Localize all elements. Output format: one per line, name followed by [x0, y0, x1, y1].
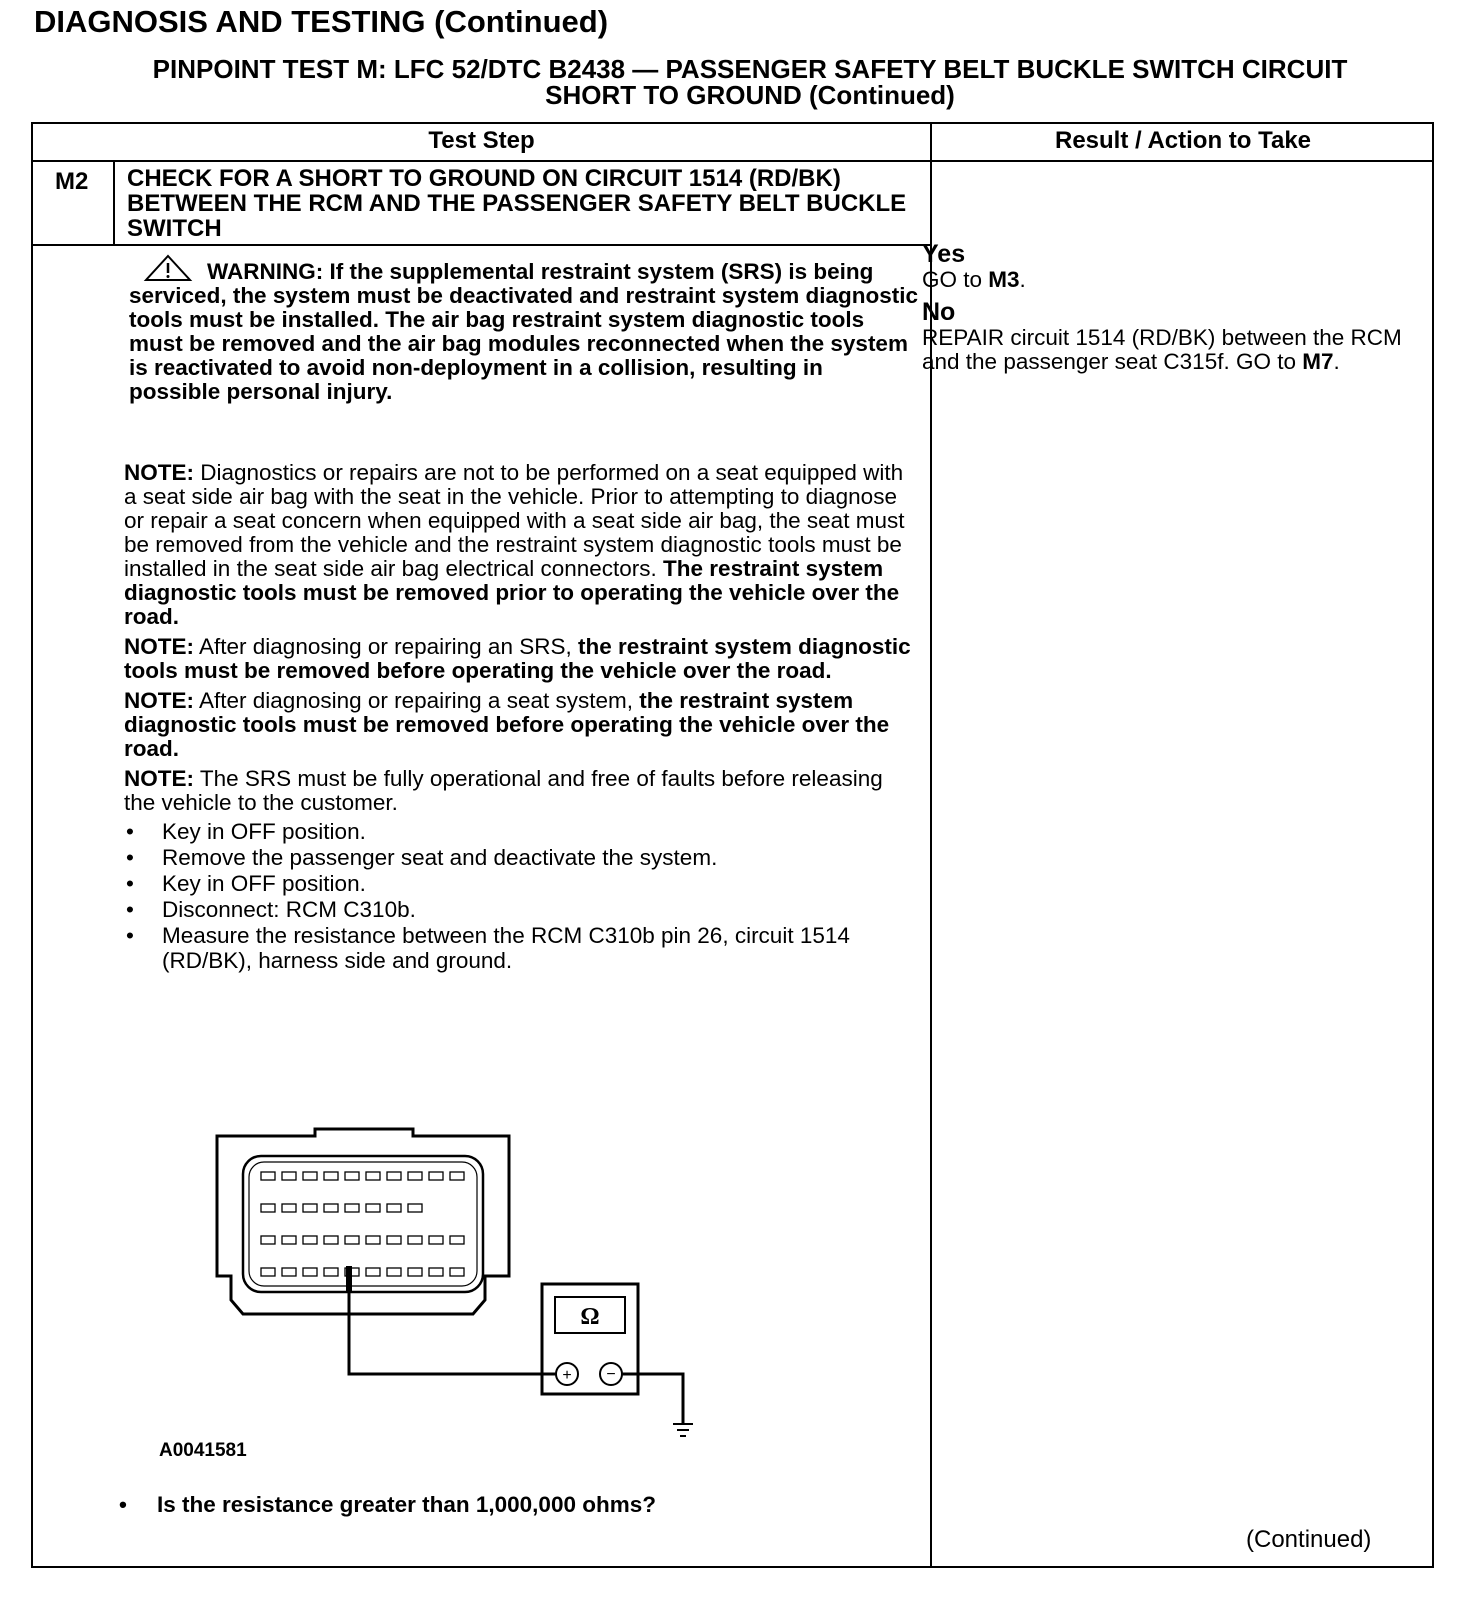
probe-wire-positive — [349, 1266, 567, 1374]
connector-pin — [408, 1236, 422, 1244]
connector-pin — [387, 1172, 401, 1180]
connector-pin — [282, 1204, 296, 1212]
connector-pin — [282, 1172, 296, 1180]
note-label: NOTE: — [124, 766, 194, 791]
note-emphasis: The restraint system diagnostic tools must be removed prior to operating the vehicle over the road. — [124, 556, 900, 629]
procedure-steps — [124, 819, 914, 973]
procedure-step: • Measure the resistance between the RCM C310b pin 26, circuit 1514 (RD/BK), harness side and ground. — [124, 923, 914, 973]
procedure-step: • Key in OFF position. — [124, 871, 914, 896]
connector-pin — [261, 1268, 275, 1276]
connector-pin — [324, 1236, 338, 1244]
connector-pin — [366, 1204, 380, 1212]
connector-pin — [408, 1204, 422, 1212]
pin-rows — [261, 1172, 464, 1276]
connector-pin — [282, 1236, 296, 1244]
result-actions — [922, 240, 1402, 380]
warning-text: WARNING: If the supplemental restraint system (SRS) is being serviced, the system must be deactivated and restraint system diagnostic tools must be installed. The air bag restraint system diagnostic tools must be removed and the air bag modules reconnected when the system is reactivated to avoid non-deployment in a collision, resulting in possible personal injury. — [129, 259, 919, 404]
connector-pin — [261, 1204, 275, 1212]
pinpoint-test-title — [60, 56, 1440, 108]
connector-pin — [303, 1172, 317, 1180]
note-emphasis: the restraint system diagnostic tools must be removed before operating the vehicle over the road. — [124, 634, 911, 683]
connector-face — [243, 1156, 483, 1292]
connector-pin — [261, 1172, 275, 1180]
connector-pin — [366, 1172, 380, 1180]
note-label: NOTE: — [124, 460, 194, 485]
connector-pin — [387, 1236, 401, 1244]
note-label: NOTE: — [124, 634, 194, 659]
connector-pin — [429, 1236, 443, 1244]
procedure-step: • Remove the passenger seat and deactivate the system. — [124, 845, 914, 870]
goto-m3-link: M3 — [988, 267, 1020, 292]
note-4 — [124, 767, 914, 815]
probe-wire-negative — [622, 1374, 683, 1424]
result-no-label: No — [922, 298, 956, 326]
connector-pin — [429, 1172, 443, 1180]
connector-pin — [324, 1172, 338, 1180]
connector-pin — [303, 1236, 317, 1244]
note-text: The SRS must be fully operational and free of faults before releasing the vehicle to the customer. — [124, 766, 883, 815]
svg-text:+: + — [562, 1367, 572, 1384]
header-result-action: Result / Action to Take — [1054, 127, 1312, 154]
connector-pin — [345, 1172, 359, 1180]
step-title-cell — [33, 162, 930, 244]
result-yes-action: GO to M3. — [922, 267, 1026, 292]
connector-pin — [387, 1204, 401, 1212]
note-text: Diagnostics or repairs are not to be performed on a seat equipped with a seat side air bag with the seat in the vehicle. Prior to attempting to diagnose or repair a seat concern when equipped with a seat side air bag, the seat must be removed from the vehicle and the restraint system diagnostic tools must be installed in the seat side air bag electrical connectors. — [124, 460, 905, 581]
page-title: DIAGNOSIS AND TESTING (Continued) — [34, 4, 609, 39]
connector-pin — [387, 1268, 401, 1276]
note-3 — [124, 689, 914, 761]
connector-pin — [429, 1268, 443, 1276]
ohm-symbol: Ω — [580, 1304, 600, 1330]
connector-pin — [303, 1204, 317, 1212]
step-title-divider — [33, 244, 930, 246]
result-no-action: REPAIR circuit 1514 (RD/BK) between the RCM and the passenger seat C315f. GO to M7. — [922, 325, 1402, 374]
connector-pin — [324, 1268, 338, 1276]
connector-pin — [408, 1172, 422, 1180]
note-text: After diagnosing or repairing an SRS, — [194, 634, 578, 659]
connector-pin — [303, 1268, 317, 1276]
procedure-step: • Disconnect: RCM C310b. — [124, 897, 914, 922]
header-test-step: Test Step — [428, 127, 535, 154]
connector-pin — [324, 1204, 338, 1212]
connector-pin — [408, 1268, 422, 1276]
test-title-line-1: PINPOINT TEST M: LFC 52/DTC B2438 — PASSENGER SAFETY BELT BUCKLE SWITCH CIRCUIT — [152, 54, 1348, 84]
step-title: CHECK FOR A SHORT TO GROUND ON CIRCUIT 1514 (RD/BK) BETWEEN THE RCM AND THE PASSENGER SAFETY BELT BUCKLE SWITCH — [127, 165, 907, 242]
connector-pin — [450, 1268, 464, 1276]
connector-pin — [261, 1236, 275, 1244]
connector-pin — [345, 1236, 359, 1244]
connector-meter-diagram — [183, 1094, 743, 1494]
result-yes-label: Yes — [922, 240, 966, 268]
step-id: M2 — [55, 168, 89, 195]
connector-pin — [345, 1204, 359, 1212]
goto-m7-link: M7 — [1302, 349, 1334, 374]
note-emphasis: the restraint system diagnostic tools must be removed before operating the vehicle over the road. — [124, 688, 890, 761]
ground-icon — [673, 1424, 693, 1436]
connector-pin — [450, 1236, 464, 1244]
connector-pin — [450, 1172, 464, 1180]
test-title-line-2: SHORT TO GROUND (Continued) — [545, 80, 955, 110]
warning-block — [129, 254, 919, 404]
figure-label: A0041581 — [159, 1440, 247, 1461]
svg-text:−: − — [606, 1366, 616, 1383]
pinpoint-test-table — [31, 122, 1434, 1568]
continued-label: (Continued) — [1246, 1526, 1372, 1553]
connector-pin — [366, 1236, 380, 1244]
note-1 — [124, 461, 914, 629]
note-label: NOTE: — [124, 688, 194, 713]
connector-pin — [282, 1268, 296, 1276]
connector-pin — [366, 1268, 380, 1276]
notes-section — [124, 461, 914, 974]
warning-triangle-icon — [143, 254, 193, 282]
procedure-step: • Key in OFF position. — [124, 819, 914, 844]
test-question: • Is the resistance greater than 1,000,000 ohms? — [119, 1492, 656, 1518]
note-text: After diagnosing or repairing a seat system, — [194, 688, 640, 713]
note-2 — [124, 635, 914, 683]
